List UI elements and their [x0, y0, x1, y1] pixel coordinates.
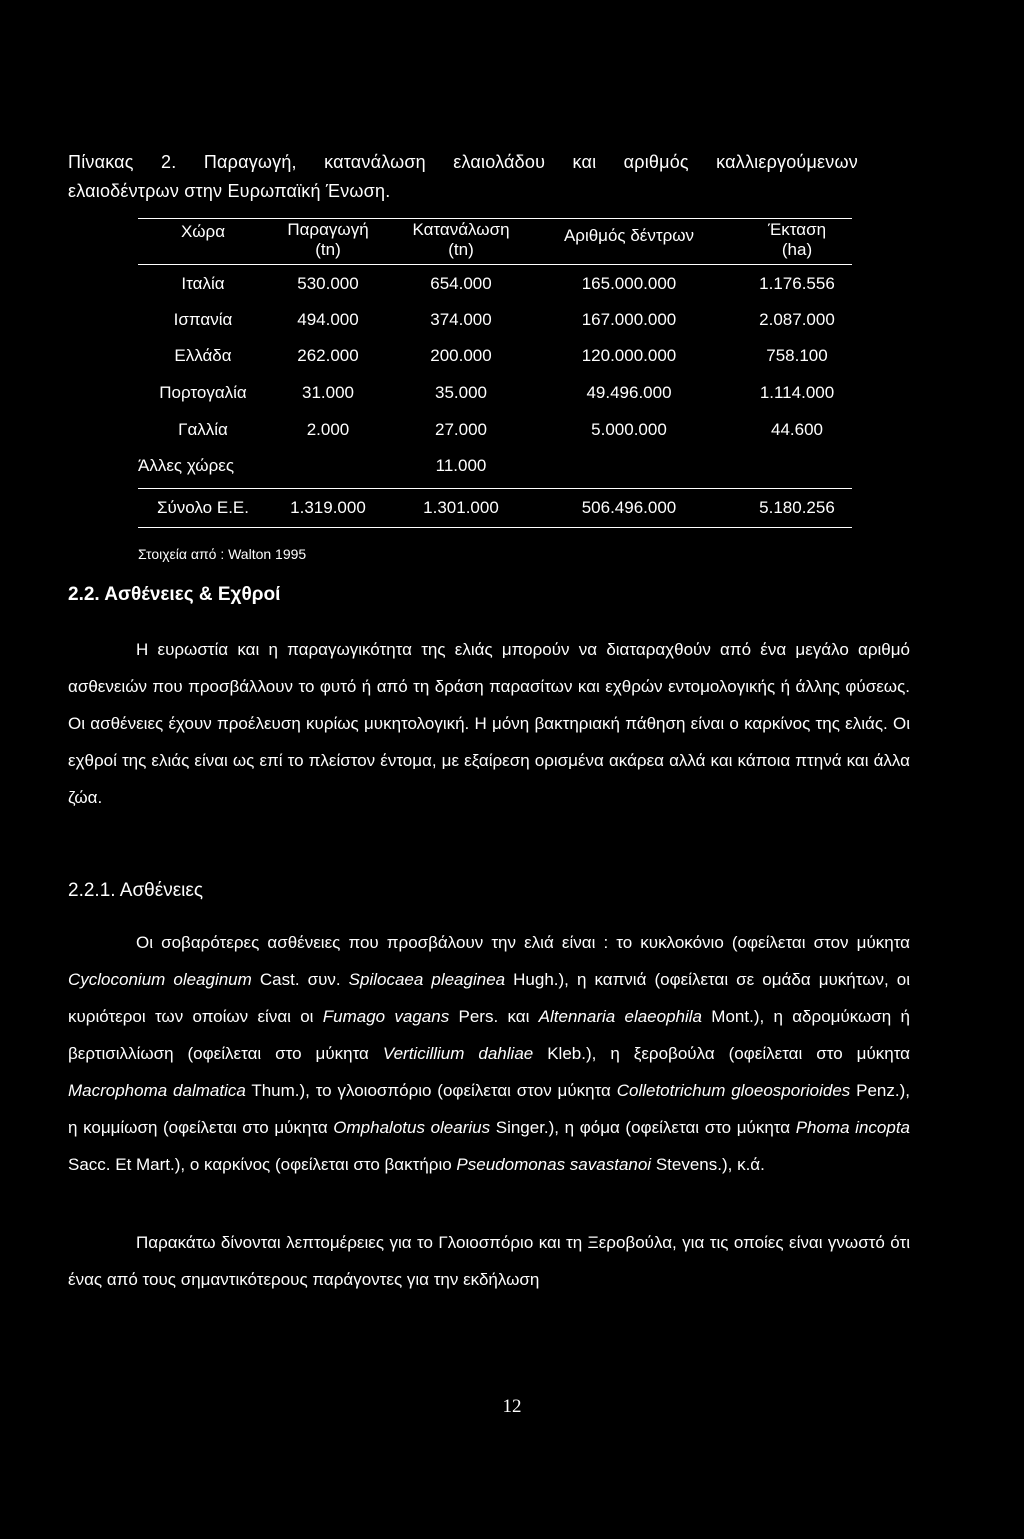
table-cell-production: 31.000 — [302, 383, 354, 402]
table-bottom-rule — [138, 527, 852, 528]
species-name: Macrophoma dalmatica — [68, 1081, 246, 1100]
table-total-area: 5.180.256 — [759, 498, 835, 517]
species-name: Cycloconium oleaginum — [68, 970, 252, 989]
table-cell-country: Ελλάδα — [174, 346, 232, 365]
caption-word: καλλιεργούμενων — [716, 152, 858, 172]
table-header-rule — [138, 264, 852, 265]
header-production-line1: Παραγωγή — [287, 220, 369, 239]
species-name: Altennaria elaeophila — [538, 1007, 703, 1026]
text-run: Singer.), η φόμα (οφείλεται στο μύκητα — [490, 1118, 796, 1137]
text-run: Cast. συν. — [251, 970, 349, 989]
caption-word: και — [572, 152, 597, 172]
species-name: Omphalotus olearius — [333, 1118, 491, 1137]
table-caption — [68, 148, 858, 206]
header-consumption-line2: (tn) — [448, 240, 474, 259]
caption-word: κατανάλωση — [324, 152, 426, 172]
table-cell-consumption: 200.000 — [430, 346, 492, 365]
table-cell-country: Πορτογαλία — [159, 383, 247, 402]
text-run: Οι σοβαρότερες ασθένειες που προσβάλουν την ελιά είναι : το κυκλοκόνιο (οφείλεται στον μύκητα — [136, 933, 910, 952]
table-total-rule — [138, 488, 852, 489]
species-name: Colletotrichum gloeosporioides — [616, 1081, 851, 1100]
text-run: Kleb.), η ξεροβούλα (οφείλεται στο μύκητα — [533, 1044, 910, 1063]
header-production — [278, 220, 378, 260]
caption-line-1 — [68, 148, 858, 177]
text-run: Mont.), η αδρομύκωση ή βερτισιλλίωση (οφείλεται στο μύκητα — [68, 1007, 910, 1063]
table-cell-area: 2.087.000 — [759, 310, 835, 329]
text-run: Penz.), η κομμίωση (οφείλεται στο μύκητα — [68, 1081, 910, 1137]
details-paragraph: Παρακάτω δίνονται λεπτομέρειες για το Γλοιοσπόριο και τη Ξεροβούλα, για τις οποίες είναι γνωστό ότι ένας από τους σημαντικότερους παράγοντες για την εκδήλωση — [68, 1233, 910, 1289]
text-run: Pers. και — [449, 1007, 539, 1026]
table-cell-trees: 120.000.000 — [581, 346, 677, 365]
header-area — [742, 220, 852, 260]
table-top-rule — [138, 218, 852, 219]
table-cell-production: 2.000 — [306, 420, 350, 439]
table-cell-country: Ιταλία — [181, 274, 225, 293]
table-total-trees: 506.496.000 — [581, 498, 677, 517]
species-name: Fumago vagans — [322, 1007, 450, 1026]
table-cell-consumption: 11.000 — [435, 456, 487, 475]
table-cell-production: 530.000 — [297, 274, 359, 293]
species-name: Verticillium dahliae — [382, 1044, 534, 1063]
table-cell-trees: 5.000.000 — [591, 420, 667, 439]
diseases-paragraph — [68, 924, 910, 1183]
table-cell-trees: 49.496.000 — [586, 383, 672, 402]
text-run: Hugh.), η καπνιά (οφείλεται σε ομάδα μυκήτων, οι κυριότεροι των οποίων είναι οι — [68, 970, 910, 1026]
table-cell-consumption: 27.000 — [435, 420, 487, 439]
table-cell-country: Ισπανία — [173, 310, 233, 329]
subsection-heading: 2.2.1. Ασθένειες — [68, 880, 204, 901]
table-cell-consumption: 35.000 — [435, 383, 487, 402]
caption-word: 2. — [161, 152, 177, 172]
header-country-line1: Χώρα — [180, 222, 226, 241]
table-cell-area: 1.114.000 — [759, 383, 835, 402]
table-source-note: Στοιχεία από : Walton 1995 — [138, 546, 307, 562]
text-run: Thum.), το γλοιοσπόριο (οφείλεται στον μύκητα — [245, 1081, 617, 1100]
table-cell-trees: 167.000.000 — [581, 310, 677, 329]
caption-word: αριθμός — [623, 152, 689, 172]
page-number: 12 — [502, 1396, 522, 1417]
table-total-consumption: 1.301.000 — [423, 498, 499, 517]
species-name: Phoma incopta — [795, 1118, 911, 1137]
header-trees — [534, 226, 724, 246]
caption-line-2: ελαιοδέντρων στην Ευρωπαϊκή Ένωση. — [68, 181, 391, 201]
header-consumption-line1: Κατανάλωση — [412, 220, 510, 239]
species-name: Spilocaea pleaginea — [348, 970, 506, 989]
species-name: Pseudomonas savastanoi — [456, 1155, 652, 1174]
header-area-line1: Έκταση — [767, 220, 827, 239]
header-consumption — [406, 220, 516, 260]
caption-word: Παραγωγή, — [203, 152, 297, 172]
table-cell-production: 262.000 — [297, 346, 359, 365]
header-area-line2: (ha) — [781, 240, 813, 259]
table-cell-area: 1.176.556 — [759, 274, 835, 293]
table-cell-area: 44.600 — [771, 420, 823, 439]
table-cell-trees: 165.000.000 — [581, 274, 677, 293]
table-cell-country: Άλλες χώρες — [138, 456, 235, 475]
header-country — [138, 222, 268, 242]
table-cell-country: Γαλλία — [178, 420, 228, 439]
header-trees-line1: Αριθμός δέντρων — [563, 226, 695, 245]
text-run: Sacc. Et Mart.), ο καρκίνος (οφείλεται στο βακτήριο — [68, 1155, 457, 1174]
header-production-line2: (tn) — [315, 240, 341, 259]
section-heading: 2.2. Ασθένειες & Εχθροί — [68, 584, 281, 605]
caption-word: Πίνακας — [68, 152, 134, 172]
table-cell-area: 758.100 — [766, 346, 828, 365]
section-paragraph: Η ευρωστία και η παραγωγικότητα της ελιάς μπορούν να διαταραχθούν από ένα μεγάλο αριθμό ασθενειών που προσβάλλουν το φυτό ή από τη δράση παρασίτων και εχθρών εντομολογικής ή άλλης φύσεως. Οι ασθένειες έχουν προέλευση κυρίως μυκητολογική. Η μόνη βακτηριακή πάθηση είναι ο καρκίνος της ελιάς. Οι εχθροί της ελιάς είναι ως επί το πλείστον έντομα, με εξαίρεση ορισμένα ακάρεα αλλά και κάποια πτηνά και άλλα ζώα. — [68, 640, 910, 807]
text-run: Stevens.), κ.ά. — [651, 1155, 765, 1174]
table-total-production: 1.319.000 — [290, 498, 366, 517]
table-total-label: Σύνολο Ε.Ε. — [157, 498, 249, 517]
caption-word: ελαιολάδου — [453, 152, 546, 172]
table-cell-consumption: 654.000 — [430, 274, 492, 293]
table-cell-consumption: 374.000 — [430, 310, 492, 329]
table-cell-production: 494.000 — [297, 310, 359, 329]
